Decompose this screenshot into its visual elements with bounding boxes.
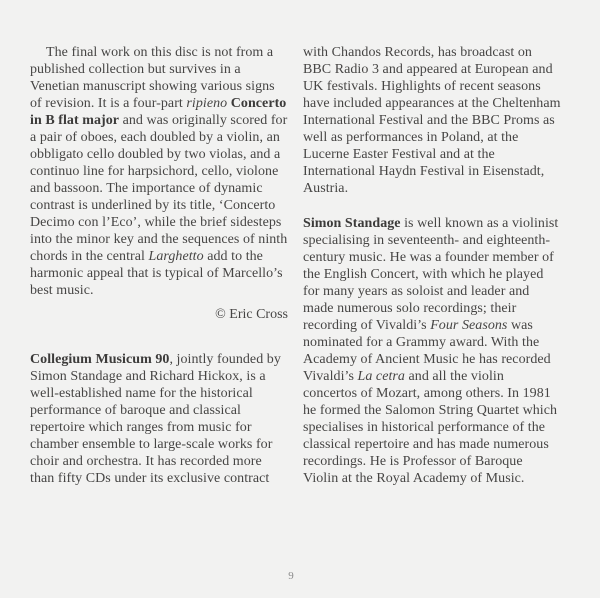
bold-text-segment: Collegium Musicum 90 <box>30 352 170 367</box>
right-column <box>303 44 561 487</box>
paragraph-collegium-musicum <box>30 351 288 487</box>
text-segment: and was originally scored for a pair of oboes, each doubled by a violin, an obbligato cello doubled by two violas, and a continuo line for harpsichord, cello, violone and bassoon. The importance of dynamic contrast is underlined by its title, ‘Concerto Decimo con l’Eco’, while the brief sidesteps into the minor key and the sequences of ninth chords in the central <box>30 113 288 264</box>
left-column <box>30 44 288 487</box>
author-credit: © Eric Cross <box>215 307 288 322</box>
italic-text-segment: La cetra <box>357 369 405 384</box>
two-column-text-block <box>30 44 583 487</box>
italic-text-segment: Four Seasons <box>430 318 508 333</box>
text-segment: The final work on this disc is not from a published collection but survives in a Venetian manuscript showing various signs of revision. It is a four-part <box>30 45 275 111</box>
text-segment: was nominated for a Grammy award. With the Academy of Ancient Music he has recorded Vivaldi’s <box>303 318 551 384</box>
text-segment: with Chandos Records, has broadcast on BBC Radio 3 and appeared at European and UK festivals. Highlights of recent seasons have included appearances at the Cheltenham International Festival and the BBC Proms as well as performances in Poland, at the Lucerne Easter Festival and at the International Haydn Festival in Eisenstadt, Austria. <box>303 45 561 196</box>
text-segment: and all the violin concertos of Mozart, among others. In 1981 he formed the Salomon String Quartet which specialises in historical performance of the classical repertoire and has made numerous recordings. He is Professor of Baroque Violin at the Royal Academy of Music. <box>303 369 558 486</box>
italic-text-segment: Larghetto <box>148 249 204 264</box>
page-number: 9 <box>288 570 294 582</box>
text-segment: , jointly founded by Simon Standage and Richard Hickox, is a well-established name for the historical performance of baroque and classical repertoire which ranges from music for chamber ensemble to large-scale works for choir and orchestra. It has recorded more than fifty CDs under its exclusive contract <box>30 352 281 486</box>
italic-text-segment: ripieno <box>186 96 228 111</box>
paragraph-chandos-records <box>303 44 561 197</box>
bold-text-segment: Simon Standage <box>303 216 401 231</box>
text-segment: add to the harmonic appeal that is typical of Marcello’s best music. <box>30 249 283 298</box>
paragraph-concerto-notes <box>30 44 288 299</box>
bold-text-segment: Concerto in B flat major <box>30 96 287 128</box>
paragraph-simon-standage <box>303 215 561 487</box>
text-segment: is well known as a violinist specialising in seventeenth- and eighteenth-century music. He was a founder member of the English Concert, with which he played for many years as soloist and leader and made numerous solo recordings; their recording of Vivaldi’s <box>303 216 559 333</box>
